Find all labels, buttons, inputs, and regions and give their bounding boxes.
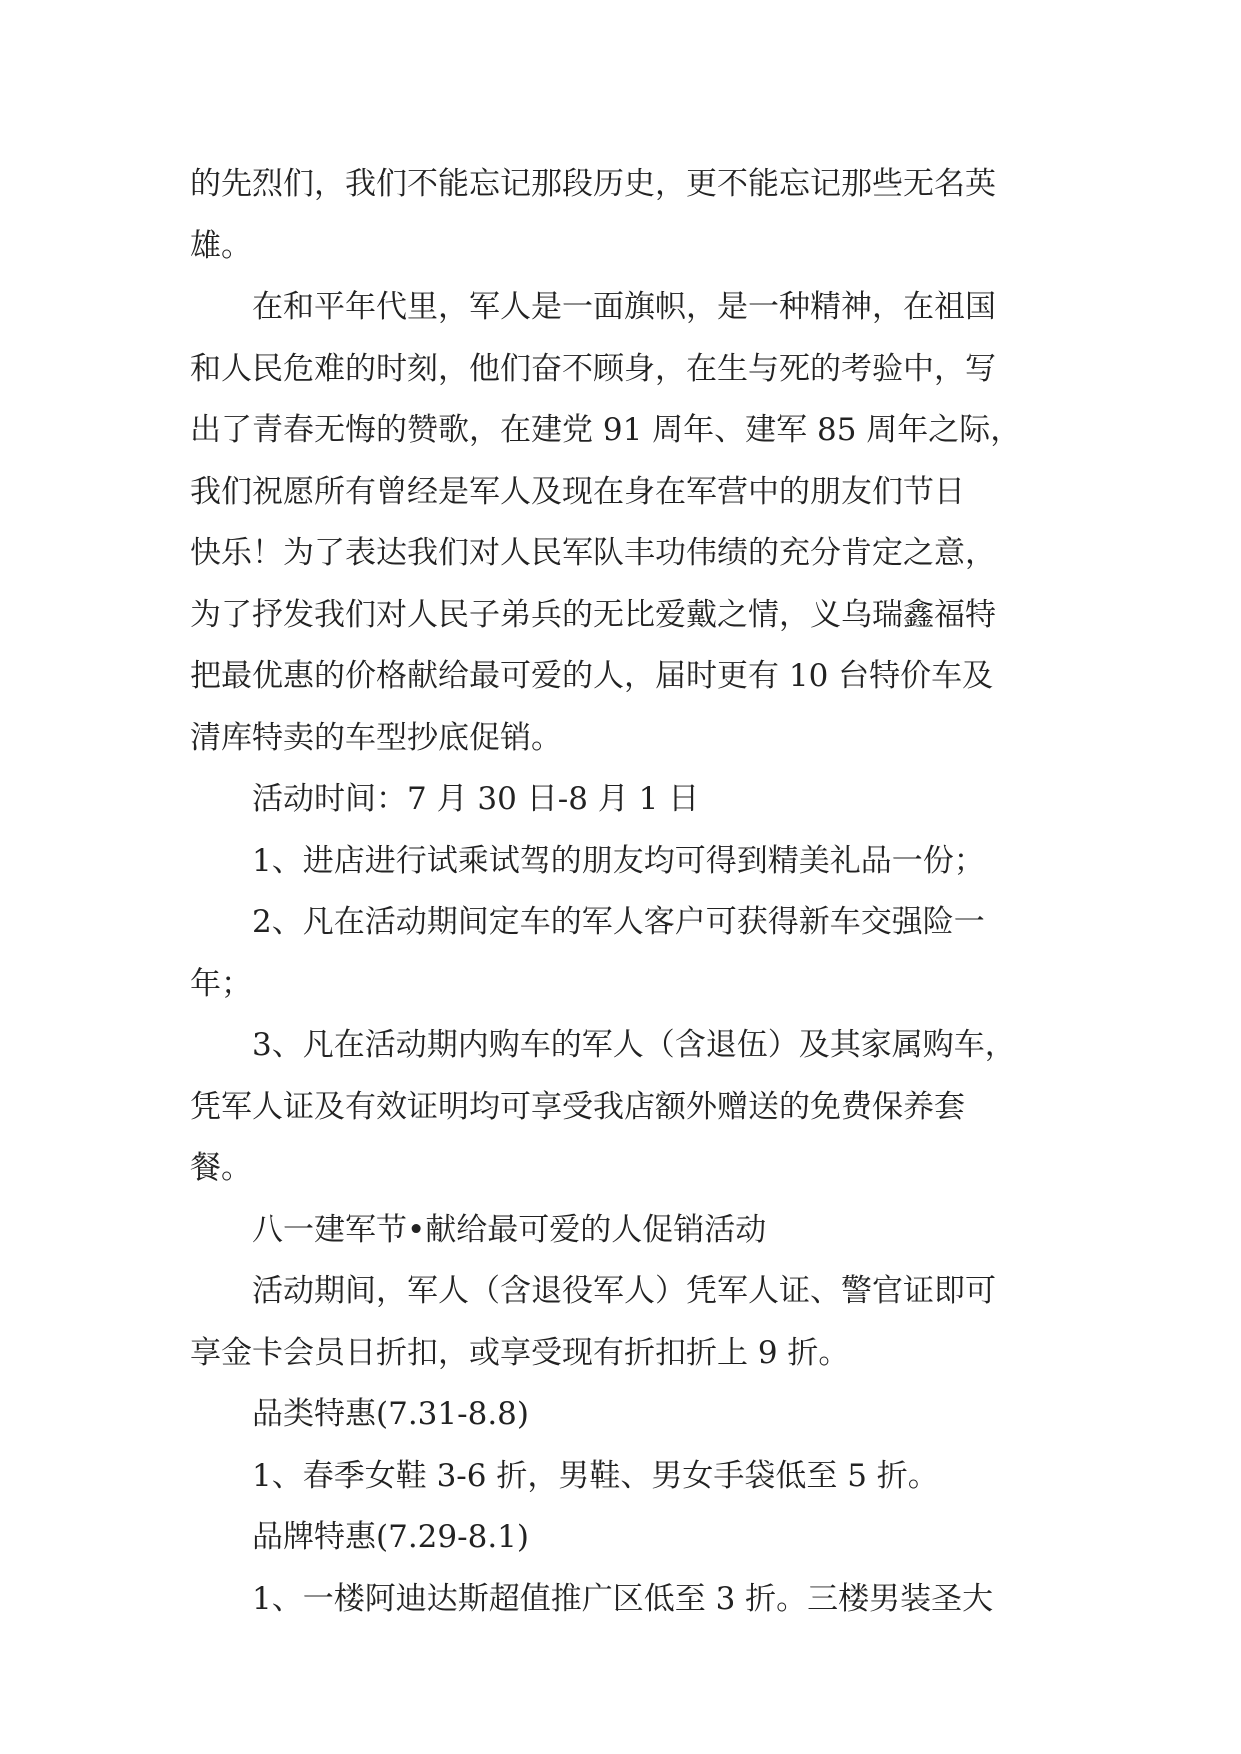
text-line: 2、凡在活动期间定车的军人客户可获得新车交强险一 (252, 904, 985, 940)
text-line: 品牌特惠(7.29-8.1) (252, 1519, 529, 1555)
text-line: 活动期间，军人（含退役军人）凭军人证、警官证即可 (252, 1273, 996, 1309)
text-line: 雄。 (190, 227, 252, 264)
text-line: 1、春季女鞋 3-6 折，男鞋、男女手袋低至 5 折。 (252, 1457, 939, 1494)
text-line: 享金卡会员日折扣，或享受现有折扣折上 9 折。 (190, 1334, 850, 1371)
text-line: 的先烈们，我们不能忘记那段历史，更不能忘记那些无名英 (190, 166, 996, 202)
text-line: 出了青春无悔的赞歌，在建党 91 周年、建军 85 周年之际， (190, 412, 1022, 448)
text-line: 把最优惠的价格献给最可爱的人，届时更有 10 台特价车及 (190, 658, 994, 694)
text-line: 1、一楼阿迪达斯超值推广区低至 3 折。三楼男装圣大 (252, 1580, 994, 1617)
text-line: 凭军人证及有效证明均可享受我店额外赠送的免费保养套 (190, 1088, 965, 1125)
text-line: 活动时间：7 月 30 日-8 月 1 日 (252, 781, 700, 817)
text-line: 快乐！为了表达我们对人民军队丰功伟绩的充分肯定之意， (190, 535, 996, 571)
text-line: 八一建军节•献给最可爱的人促销活动 (252, 1211, 767, 1248)
text-line: 品类特惠(7.31-8.8) (252, 1396, 529, 1432)
text-line: 在和平年代里，军人是一面旗帜，是一种精神，在祖国 (252, 289, 996, 325)
text-line: 餐。 (190, 1150, 252, 1186)
text-line: 3、凡在活动期内购车的军人（含退伍）及其家属购车， (252, 1027, 1016, 1063)
text-line: 清库特卖的车型抄底促销。 (190, 719, 562, 756)
text-line: 和人民危难的时刻，他们奋不顾身，在生与死的考验中，写 (190, 350, 996, 387)
text-line: 我们祝愿所有曾经是军人及现在身在军营中的朋友们节日 (190, 473, 965, 510)
text-line: 为了抒发我们对人民子弟兵的无比爱戴之情，义乌瑞鑫福特 (190, 596, 996, 633)
document-body (190, 154, 1050, 1630)
text-line: 年； (190, 965, 252, 1002)
text-line: 1、进店进行试乘试驾的朋友均可得到精美礼品一份； (252, 842, 985, 879)
